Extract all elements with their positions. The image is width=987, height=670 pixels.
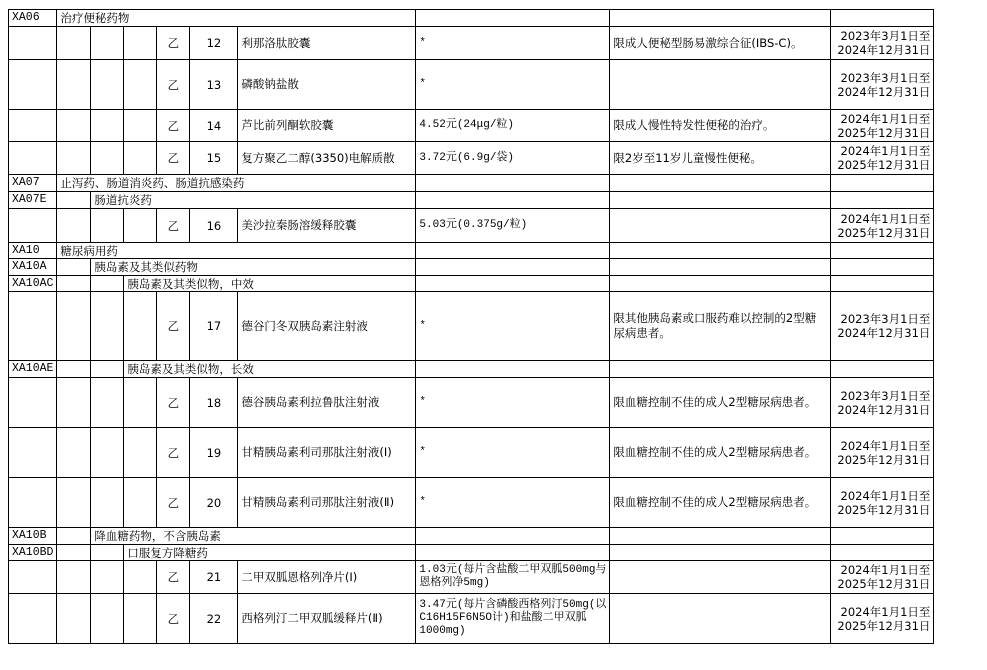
- drug-name-cell: 美沙拉秦肠溶缓释胶囊: [238, 209, 416, 243]
- category-row: [9, 528, 934, 545]
- payment-restriction-cell: 限血糖控制不佳的成人2型糖尿病患者。: [610, 478, 831, 528]
- insurance-class-cell: 乙: [157, 478, 190, 528]
- drug-name-cell: 二甲双胍恩格列净片(Ⅰ): [238, 561, 416, 594]
- code-cell: [9, 110, 57, 142]
- validity-start: 2024年1月1日至: [840, 604, 931, 619]
- indent-cell: [57, 428, 91, 478]
- drug-number-cell: 21: [190, 561, 238, 594]
- category-code-cell: XA10AC: [9, 276, 57, 292]
- price-cell: [416, 10, 610, 27]
- indent-cell: [57, 545, 91, 561]
- category-row: [9, 545, 934, 561]
- validity-start: 2023年3月1日至: [840, 312, 931, 326]
- drug-number-cell: 12: [190, 27, 238, 60]
- price-cell: 1.03元(每片含盐酸二甲双胍500mg与恩格列净5mg): [416, 561, 610, 594]
- indent-cell: [124, 428, 157, 478]
- category-code-cell: XA10BD: [9, 545, 57, 561]
- category-row: [9, 10, 934, 27]
- date-cell: [831, 243, 934, 259]
- category-name-cell: 肠道抗炎药: [91, 192, 416, 209]
- price-cell: [416, 259, 610, 276]
- indent-cell: [124, 561, 157, 594]
- validity-start: 2024年1月1日至: [840, 438, 931, 453]
- price-cell: [416, 175, 610, 192]
- indent-cell: [57, 561, 91, 594]
- indent-cell: [57, 259, 91, 276]
- drug-name-cell: 甘精胰岛素利司那肽注射液(Ⅱ): [238, 478, 416, 528]
- category-row: [9, 243, 934, 259]
- drug-name-cell: 磷酸钠盐散: [238, 60, 416, 110]
- indent-cell: [91, 110, 124, 142]
- indent-cell: [57, 378, 91, 428]
- drug-name-cell: 西格列汀二甲双胍缓释片(Ⅱ): [238, 594, 416, 644]
- indent-cell: [91, 60, 124, 110]
- validity-end: 2024年12月31日: [837, 326, 931, 340]
- validity-period-cell: [831, 292, 934, 361]
- price-cell: 3.72元(6.9g/袋): [416, 142, 610, 175]
- insurance-class-cell: 乙: [157, 428, 190, 478]
- indent-cell: [57, 142, 91, 175]
- validity-start: 2023年3月1日至: [840, 70, 931, 85]
- date-cell: [831, 175, 934, 192]
- insurance-class-cell: 乙: [157, 378, 190, 428]
- indent-cell: [91, 428, 124, 478]
- indent-cell: [91, 276, 124, 292]
- drug-row: [9, 594, 934, 644]
- drug-row: [9, 142, 934, 175]
- drug-name-cell: 复方聚乙二醇(3350)电解质散: [238, 142, 416, 175]
- code-cell: [9, 594, 57, 644]
- indent-cell: [91, 561, 124, 594]
- insurance-class-cell: 乙: [157, 561, 190, 594]
- date-cell: [831, 259, 934, 276]
- drug-name-cell: 利那洛肽胶囊: [238, 27, 416, 60]
- date-cell: [831, 545, 934, 561]
- indent-cell: [57, 192, 91, 209]
- validity-end: 2025年12月31日: [837, 125, 931, 140]
- indent-cell: [91, 209, 124, 243]
- validity-start: 2024年1月1日至: [840, 211, 931, 226]
- category-name-cell: 止泻药、肠道消炎药、肠道抗感染药: [57, 175, 416, 192]
- drug-number-cell: 18: [190, 378, 238, 428]
- category-code-cell: XA10: [9, 243, 57, 259]
- date-cell: [831, 192, 934, 209]
- indent-cell: [91, 292, 124, 361]
- note-cell: [610, 259, 831, 276]
- code-cell: [9, 292, 57, 361]
- price-cell: [416, 528, 610, 545]
- price-cell: 3.47元(每片含磷酸西格列汀50mg(以C16H15F6N5O计)和盐酸二甲双胍1000mg): [416, 594, 610, 644]
- payment-restriction-cell: 限成人慢性特发性便秘的治疗。: [610, 110, 831, 142]
- code-cell: [9, 378, 57, 428]
- payment-restriction-cell: 限2岁至11岁儿童慢性便秘。: [610, 142, 831, 175]
- validity-end: 2024年12月31日: [837, 84, 931, 99]
- indent-cell: [57, 478, 91, 528]
- price-cell: *: [416, 27, 610, 60]
- drug-number-cell: 13: [190, 60, 238, 110]
- validity-start: 2023年3月1日至: [840, 388, 931, 403]
- drug-row: [9, 428, 934, 478]
- validity-end: 2024年12月31日: [837, 402, 931, 417]
- payment-restriction-cell: [610, 561, 831, 594]
- date-cell: [831, 10, 934, 27]
- validity-period-cell: [831, 378, 934, 428]
- note-cell: [610, 243, 831, 259]
- note-cell: [610, 192, 831, 209]
- code-cell: [9, 142, 57, 175]
- drug-list-table: [8, 9, 934, 644]
- category-row: [9, 361, 934, 378]
- payment-restriction-cell: 限其他胰岛素或口服药难以控制的2型糖尿病患者。: [610, 292, 831, 361]
- validity-period-cell: [831, 594, 934, 644]
- indent-cell: [91, 361, 124, 378]
- category-name-cell: 口服复方降糖药: [124, 545, 416, 561]
- date-cell: [831, 276, 934, 292]
- table-body: [9, 10, 934, 644]
- indent-cell: [91, 142, 124, 175]
- validity-period-cell: [831, 209, 934, 243]
- drug-row: [9, 292, 934, 361]
- payment-restriction-cell: 限血糖控制不佳的成人2型糖尿病患者。: [610, 378, 831, 428]
- validity-period-cell: [831, 142, 934, 175]
- validity-end: 2025年12月31日: [837, 452, 931, 467]
- indent-cell: [124, 27, 157, 60]
- date-cell: [831, 361, 934, 378]
- indent-cell: [124, 478, 157, 528]
- price-cell: [416, 192, 610, 209]
- indent-cell: [57, 110, 91, 142]
- indent-cell: [57, 27, 91, 60]
- indent-cell: [124, 209, 157, 243]
- category-code-cell: XA07E: [9, 192, 57, 209]
- price-cell: *: [416, 60, 610, 110]
- price-cell: [416, 361, 610, 378]
- indent-cell: [91, 478, 124, 528]
- validity-period-cell: [831, 27, 934, 60]
- category-row: [9, 175, 934, 192]
- indent-cell: [57, 594, 91, 644]
- code-cell: [9, 209, 57, 243]
- validity-end: 2025年12月31日: [837, 577, 931, 591]
- payment-restriction-cell: [610, 594, 831, 644]
- category-code-cell: XA06: [9, 10, 57, 27]
- code-cell: [9, 27, 57, 60]
- price-cell: *: [416, 292, 610, 361]
- validity-end: 2024年12月31日: [837, 43, 931, 57]
- payment-restriction-cell: [610, 60, 831, 110]
- payment-restriction-cell: 限成人便秘型肠易激综合征(IBS-C)。: [610, 27, 831, 60]
- insurance-class-cell: 乙: [157, 142, 190, 175]
- indent-cell: [124, 60, 157, 110]
- drug-name-cell: 德谷胰岛素利拉鲁肽注射液: [238, 378, 416, 428]
- insurance-class-cell: 乙: [157, 27, 190, 60]
- code-cell: [9, 478, 57, 528]
- indent-cell: [57, 276, 91, 292]
- payment-restriction-cell: [610, 209, 831, 243]
- category-code-cell: XA10B: [9, 528, 57, 545]
- indent-cell: [91, 545, 124, 561]
- category-name-cell: 降血糖药物，不含胰岛素: [91, 528, 416, 545]
- insurance-class-cell: 乙: [157, 209, 190, 243]
- drug-number-cell: 19: [190, 428, 238, 478]
- validity-start: 2023年3月1日至: [840, 29, 931, 43]
- indent-cell: [57, 528, 91, 545]
- validity-period-cell: [831, 478, 934, 528]
- indent-cell: [124, 142, 157, 175]
- category-name-cell: 胰岛素及其类似药物: [91, 259, 416, 276]
- drug-row: [9, 110, 934, 142]
- indent-cell: [91, 27, 124, 60]
- drug-name-cell: 芦比前列酮软胶囊: [238, 110, 416, 142]
- validity-period-cell: [831, 561, 934, 594]
- drug-row: [9, 209, 934, 243]
- price-cell: *: [416, 378, 610, 428]
- price-cell: 5.03元(0.375g/粒): [416, 209, 610, 243]
- price-cell: [416, 276, 610, 292]
- validity-start: 2024年1月1日至: [840, 111, 931, 126]
- drug-number-cell: 17: [190, 292, 238, 361]
- price-cell: *: [416, 478, 610, 528]
- drug-name-cell: 甘精胰岛素利司那肽注射液(Ⅰ): [238, 428, 416, 478]
- indent-cell: [124, 594, 157, 644]
- insurance-class-cell: 乙: [157, 292, 190, 361]
- indent-cell: [124, 110, 157, 142]
- validity-end: 2025年12月31日: [837, 225, 931, 240]
- validity-period-cell: [831, 110, 934, 142]
- code-cell: [9, 561, 57, 594]
- category-code-cell: XA10A: [9, 259, 57, 276]
- note-cell: [610, 175, 831, 192]
- category-row: [9, 276, 934, 292]
- indent-cell: [91, 594, 124, 644]
- validity-end: 2025年12月31日: [837, 158, 931, 172]
- note-cell: [610, 276, 831, 292]
- indent-cell: [57, 361, 91, 378]
- indent-cell: [124, 378, 157, 428]
- indent-cell: [57, 60, 91, 110]
- category-code-cell: XA07: [9, 175, 57, 192]
- insurance-class-cell: 乙: [157, 594, 190, 644]
- drug-number-cell: 22: [190, 594, 238, 644]
- drug-number-cell: 20: [190, 478, 238, 528]
- note-cell: [610, 361, 831, 378]
- category-row: [9, 259, 934, 276]
- indent-cell: [124, 292, 157, 361]
- code-cell: [9, 60, 57, 110]
- validity-start: 2024年1月1日至: [840, 144, 931, 158]
- price-cell: 4.52元(24μg/粒): [416, 110, 610, 142]
- drug-row: [9, 478, 934, 528]
- validity-end: 2025年12月31日: [837, 618, 931, 633]
- drug-number-cell: 14: [190, 110, 238, 142]
- drug-row: [9, 27, 934, 60]
- indent-cell: [57, 209, 91, 243]
- code-cell: [9, 428, 57, 478]
- price-cell: [416, 243, 610, 259]
- note-cell: [610, 545, 831, 561]
- category-name-cell: 胰岛素及其类似物，中效: [124, 276, 416, 292]
- category-name-cell: 胰岛素及其类似物，长效: [124, 361, 416, 378]
- insurance-class-cell: 乙: [157, 110, 190, 142]
- note-cell: [610, 528, 831, 545]
- category-name-cell: 治疗便秘药物: [57, 10, 416, 27]
- payment-restriction-cell: 限血糖控制不佳的成人2型糖尿病患者。: [610, 428, 831, 478]
- price-cell: [416, 545, 610, 561]
- drug-number-cell: 16: [190, 209, 238, 243]
- category-row: [9, 192, 934, 209]
- validity-period-cell: [831, 428, 934, 478]
- validity-end: 2025年12月31日: [837, 502, 931, 517]
- drug-row: [9, 60, 934, 110]
- validity-period-cell: [831, 60, 934, 110]
- drug-number-cell: 15: [190, 142, 238, 175]
- drug-name-cell: 德谷门冬双胰岛素注射液: [238, 292, 416, 361]
- date-cell: [831, 528, 934, 545]
- price-cell: *: [416, 428, 610, 478]
- indent-cell: [91, 378, 124, 428]
- category-code-cell: XA10AE: [9, 361, 57, 378]
- category-name-cell: 糖尿病用药: [57, 243, 416, 259]
- insurance-class-cell: 乙: [157, 60, 190, 110]
- validity-start: 2024年1月1日至: [840, 488, 931, 503]
- validity-start: 2024年1月1日至: [840, 563, 931, 577]
- drug-row: [9, 561, 934, 594]
- drug-row: [9, 378, 934, 428]
- indent-cell: [57, 292, 91, 361]
- note-cell: [610, 10, 831, 27]
